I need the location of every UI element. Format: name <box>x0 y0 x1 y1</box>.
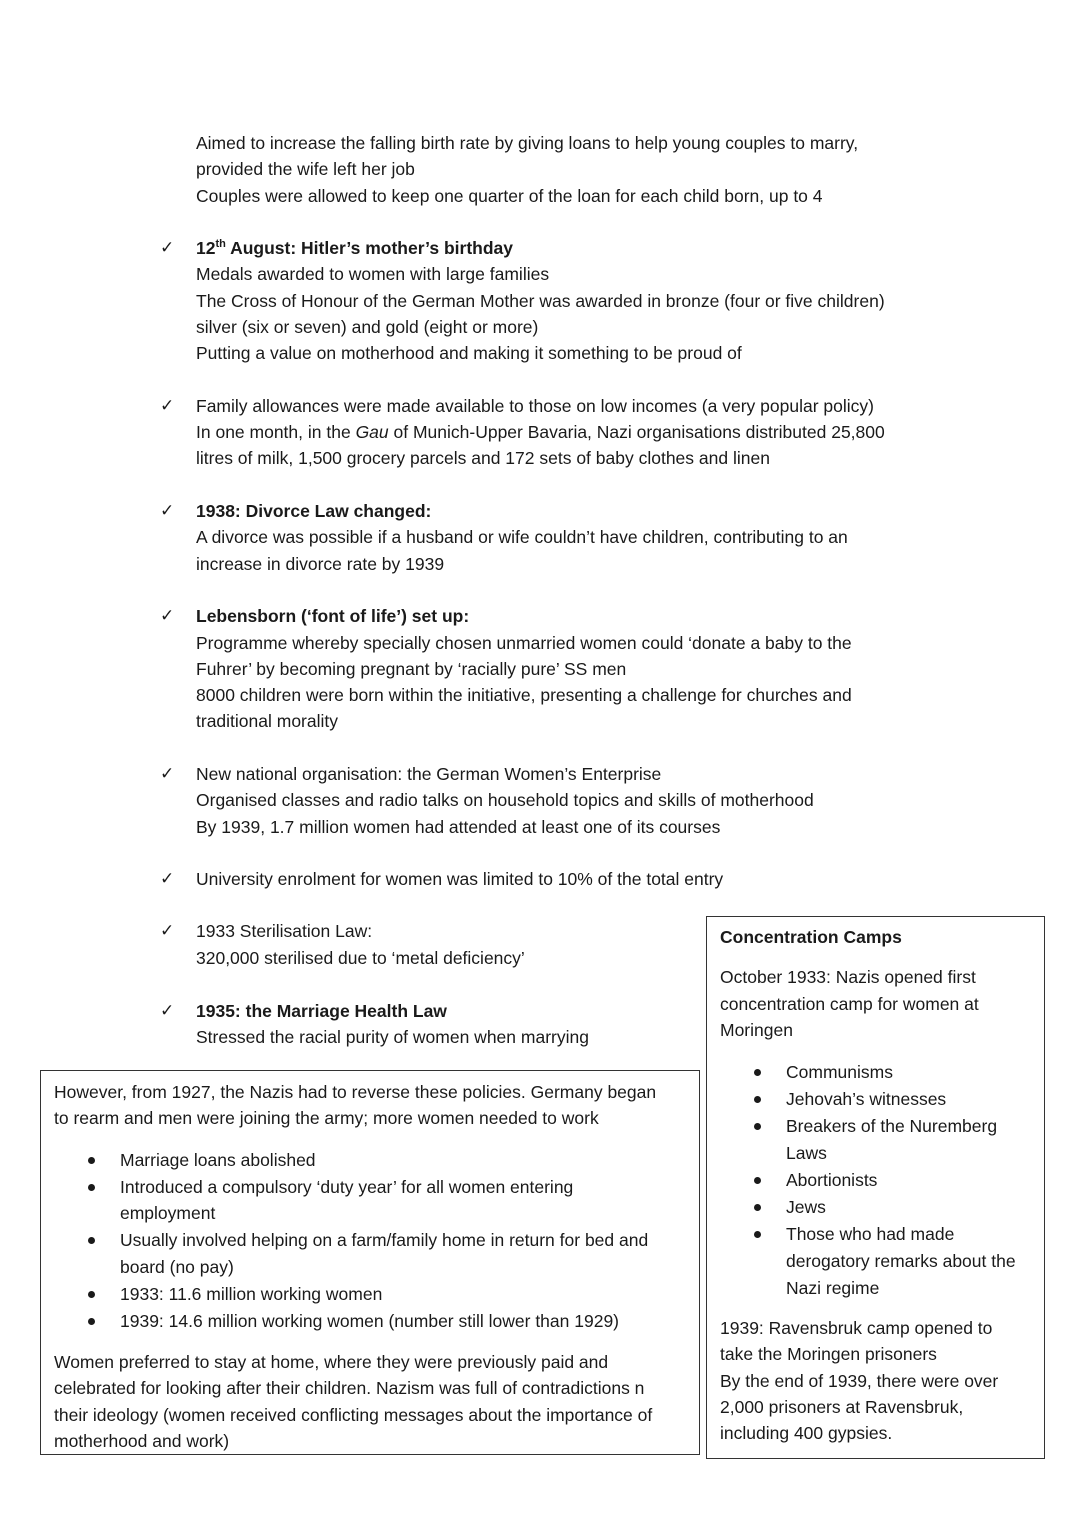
bullet-icon <box>88 1184 95 1191</box>
section-heading: Lebensborn (‘font of life’) set up: <box>196 606 470 626</box>
section-line: Medals awarded to women with large families <box>196 264 550 284</box>
check-icon: ✓ <box>160 501 175 520</box>
bullet-item: derogatory remarks about the <box>786 1251 1016 1271</box>
bullet-item: Nazi regime <box>786 1278 880 1298</box>
bullet-item: 1933: 11.6 million working women <box>120 1284 383 1304</box>
bullet-item: Introduced a compulsory ‘duty year’ for all women entering <box>120 1177 574 1197</box>
bullet-item: Marriage loans abolished <box>120 1150 316 1170</box>
section-line: Family allowances were made available to those on low incomes (a very popular policy) <box>196 396 874 416</box>
bullet-icon <box>88 1237 95 1244</box>
bullet-icon <box>754 1231 761 1238</box>
bullet-item: board (no pay) <box>120 1257 234 1277</box>
bullet-icon <box>754 1123 761 1130</box>
box-title: Concentration Camps <box>720 927 902 947</box>
section-line: litres of milk, 1,500 grocery parcels and 172 sets of baby clothes and linen <box>196 448 770 468</box>
bullet-item: Abortionists <box>786 1170 878 1190</box>
bullet-item: Communisms <box>786 1062 893 1082</box>
check-icon: ✓ <box>160 869 175 888</box>
bullet-item: Jehovah’s witnesses <box>786 1089 947 1109</box>
box-intro-line: concentration camp for women at <box>720 994 979 1014</box>
section-line: 8000 children were born within the initiative, presenting a challenge for churches and <box>196 685 852 705</box>
box-intro-line: October 1933: Nazis opened first <box>720 967 976 987</box>
check-icon: ✓ <box>160 764 175 783</box>
bullet-item: 1939: 14.6 million working women (number still lower than 1929) <box>120 1311 619 1331</box>
box-outro-line: their ideology (women received conflicting messages about the importance of <box>54 1405 653 1425</box>
bullet-icon <box>88 1318 95 1325</box>
section-line: Putting a value on motherhood and making it something to be proud of <box>196 343 742 363</box>
box-outro-line: 1939: Ravensbruk camp opened to <box>720 1318 993 1338</box>
section-line: Organised classes and radio talks on household topics and skills of motherhood <box>196 790 814 810</box>
section-line: In one month, in the Gau of Munich-Upper Bavaria, Nazi organisations distributed 25,800 <box>196 422 885 442</box>
section-line: 1933 Sterilisation Law: <box>196 921 373 941</box>
box-outro-line: 2,000 prisoners at Ravensbruk, <box>720 1397 964 1417</box>
intro-line: Aimed to increase the falling birth rate by giving loans to help young couples to marry, <box>196 133 859 153</box>
section-line: The Cross of Honour of the German Mother was awarded in bronze (four or five children) <box>196 291 885 311</box>
section-line: silver (six or seven) and gold (eight or more) <box>196 317 539 337</box>
bullet-item: Jews <box>786 1197 826 1217</box>
intro-line: Couples were allowed to keep one quarter of the loan for each child born, up to 4 <box>196 186 823 206</box>
section-line: University enrolment for women was limited to 10% of the total entry <box>196 869 724 889</box>
box-outro-line: take the Moringen prisoners <box>720 1344 937 1364</box>
section-line: A divorce was possible if a husband or wife couldn’t have children, contributing to an <box>196 527 848 547</box>
bullet-icon <box>754 1204 761 1211</box>
section-line: Programme whereby specially chosen unmarried women could ‘donate a baby to the <box>196 633 852 653</box>
check-icon: ✓ <box>160 606 175 625</box>
bullet-item: Breakers of the Nuremberg <box>786 1116 998 1136</box>
check-icon: ✓ <box>160 1001 175 1020</box>
section-heading: 1935: the Marriage Health Law <box>196 1001 447 1021</box>
section-line: 320,000 sterilised due to ‘metal deficiency’ <box>196 948 525 968</box>
section-line: By 1939, 1.7 million women had attended at least one of its courses <box>196 817 721 837</box>
bullet-icon <box>88 1157 95 1164</box>
box-outro-line: including 400 gypsies. <box>720 1423 893 1443</box>
bullet-icon <box>754 1096 761 1103</box>
box-intro-line: Moringen <box>720 1020 793 1040</box>
box-intro-line: to rearm and men were joining the army; more women needed to work <box>54 1108 599 1128</box>
section-line: New national organisation: the German Women’s Enterprise <box>196 764 662 784</box>
box-intro-line: However, from 1927, the Nazis had to reverse these policies. Germany began <box>54 1082 657 1102</box>
check-icon: ✓ <box>160 238 175 257</box>
box-outro-line: celebrated for looking after their children. Nazism was full of contradictions n <box>54 1378 645 1398</box>
check-icon: ✓ <box>160 921 175 940</box>
box-outro-line: motherhood and work) <box>54 1431 230 1451</box>
bullet-item: employment <box>120 1203 216 1223</box>
bullet-icon <box>88 1291 95 1298</box>
bullet-item: Those who had made <box>786 1224 955 1244</box>
section-heading: 1938: Divorce Law changed: <box>196 501 432 521</box>
bullet-icon <box>754 1069 761 1076</box>
bullet-icon <box>754 1177 761 1184</box>
bullet-item: Usually involved helping on a farm/family home in return for bed and <box>120 1230 649 1250</box>
box-outro-line: By the end of 1939, there were over <box>720 1371 999 1391</box>
section-line: Stressed the racial purity of women when marrying <box>196 1027 589 1047</box>
check-icon: ✓ <box>160 396 175 415</box>
section-line: traditional morality <box>196 711 338 731</box>
intro-line: provided the wife left her job <box>196 159 415 179</box>
section-line: increase in divorce rate by 1939 <box>196 554 445 574</box>
section-line: Fuhrer’ by becoming pregnant by ‘racially pure’ SS men <box>196 659 627 679</box>
bullet-item: Laws <box>786 1143 827 1163</box>
box-outro-line: Women preferred to stay at home, where they were previously paid and <box>54 1352 609 1372</box>
section-heading: 12th August: Hitler’s mother’s birthday <box>196 238 514 258</box>
